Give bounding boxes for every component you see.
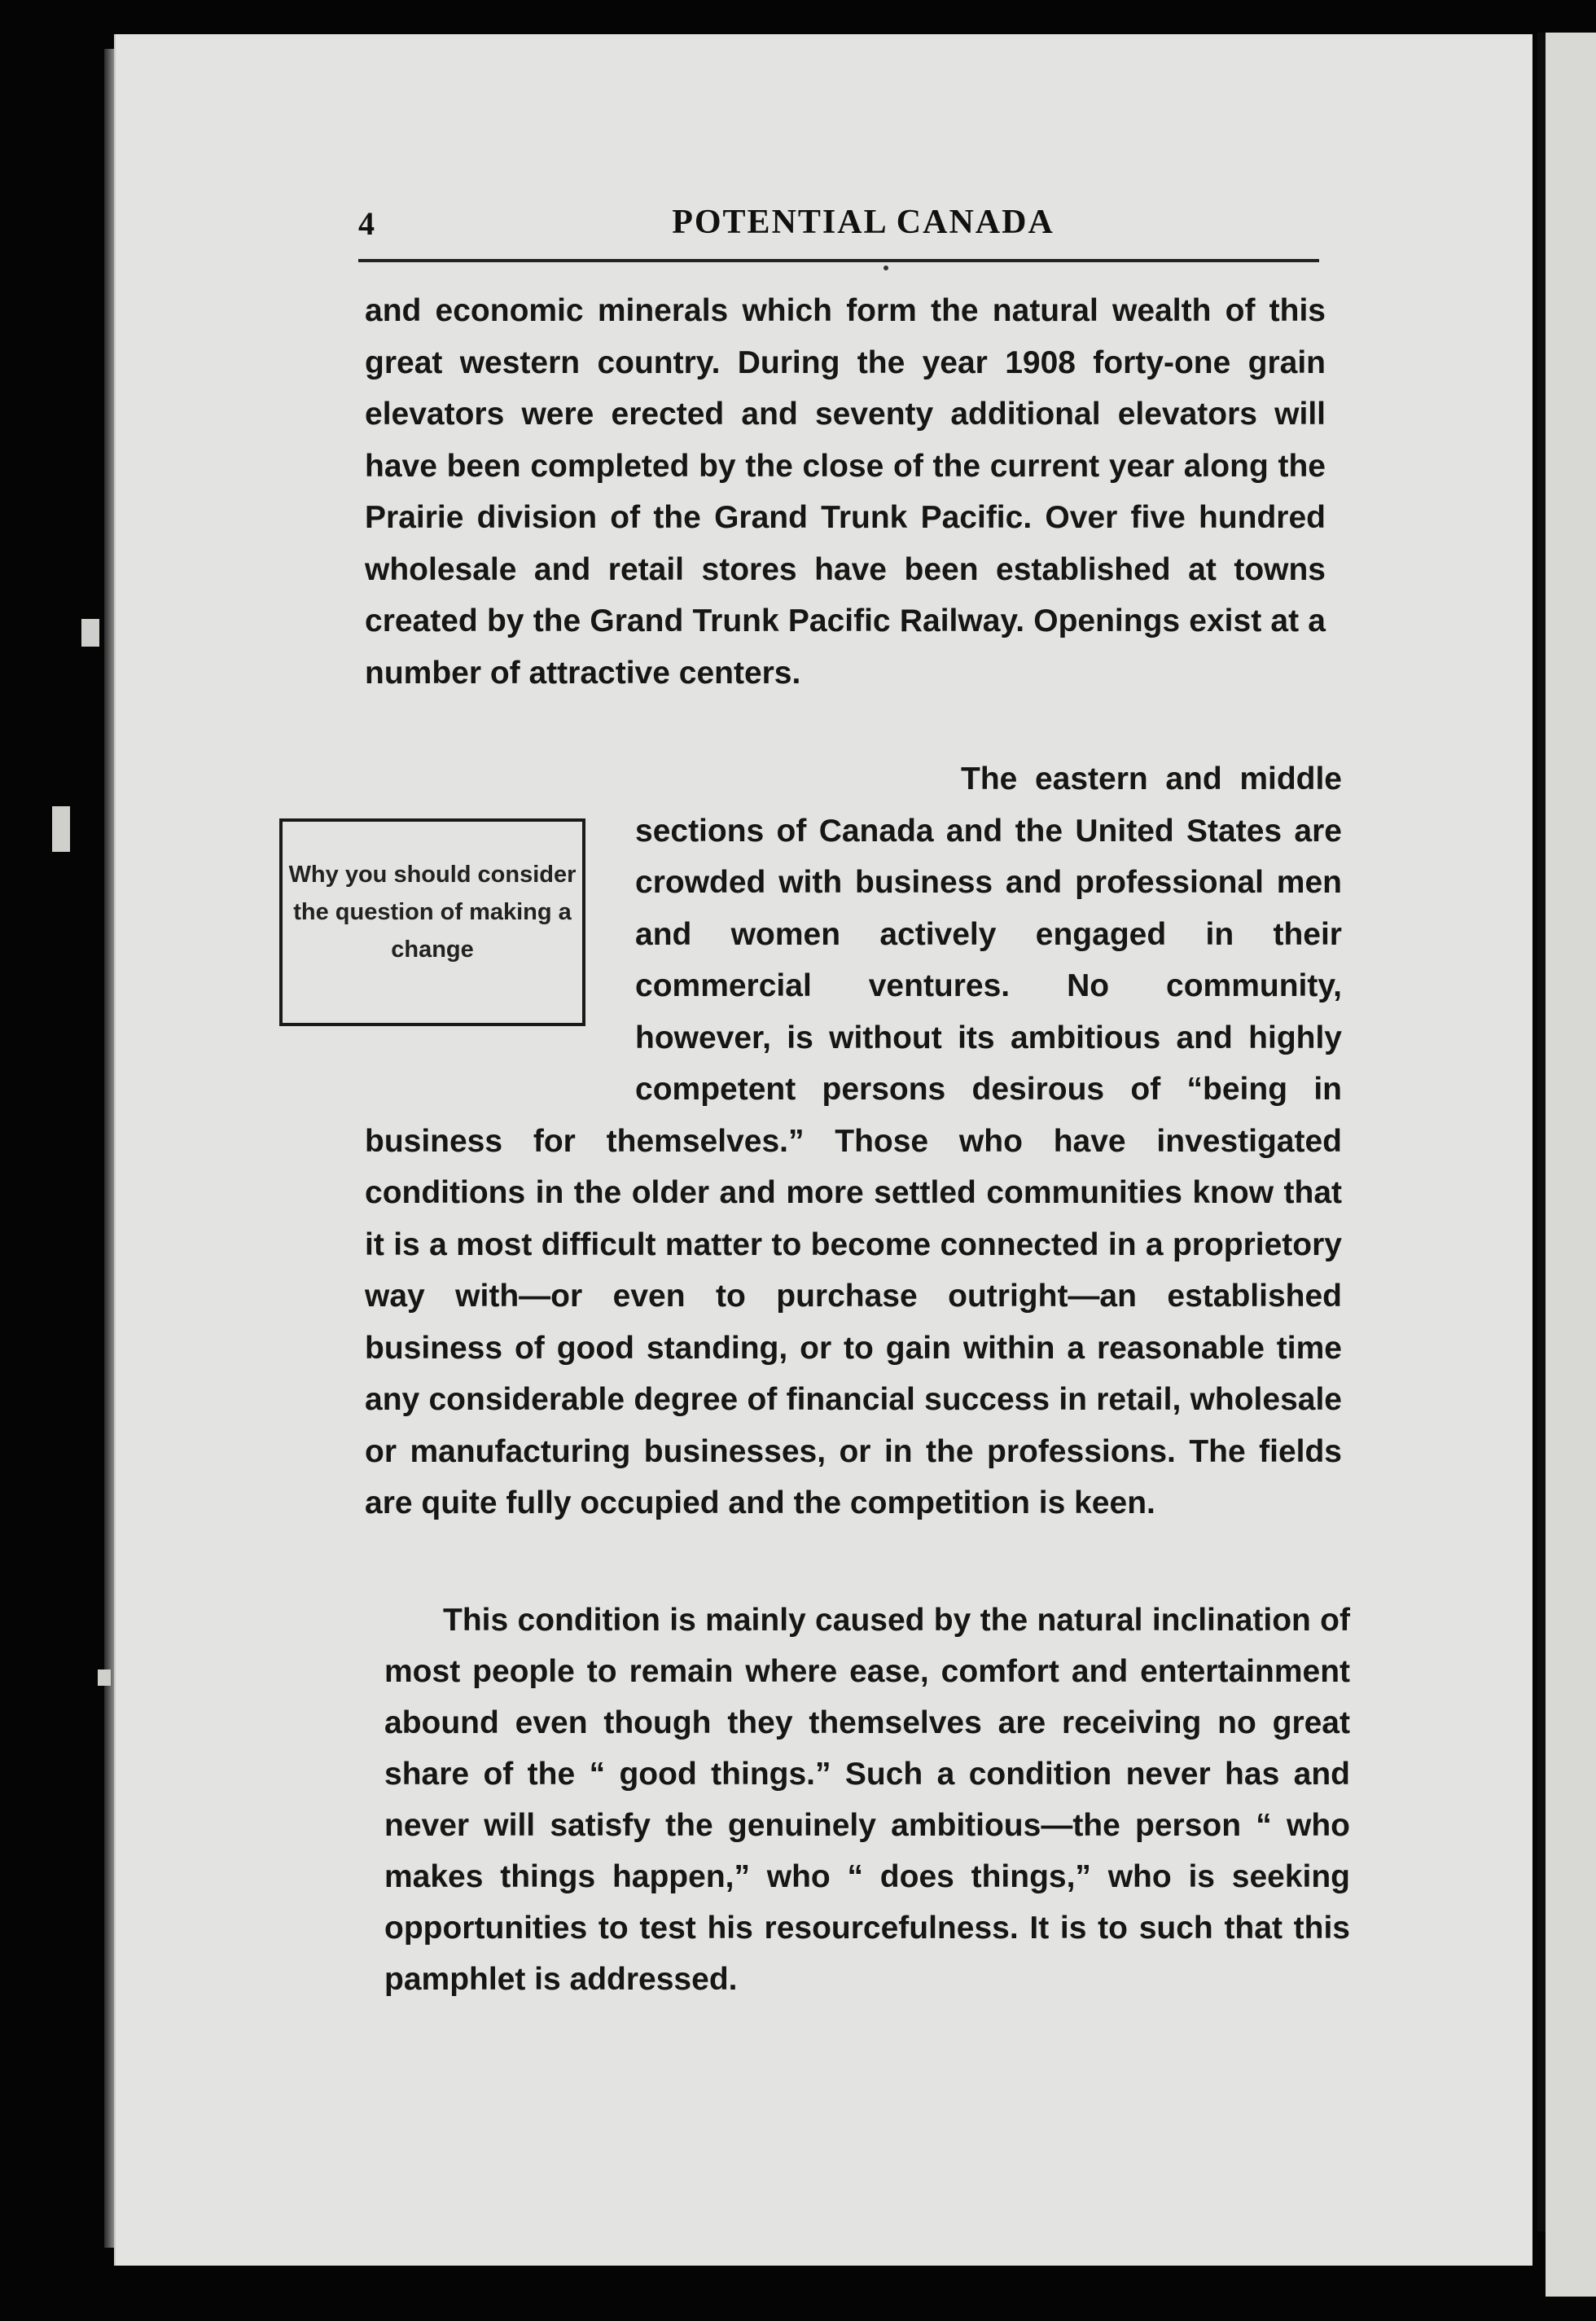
adjacent-page-edge	[1546, 33, 1596, 2297]
header-ornament	[884, 265, 888, 270]
paragraph-2: The eastern and middle sections of Canada and the United States are crowded with business and professional men and women actively engaged in their commercial ventures. No community, however, is without its ambitious and highly competent persons desirous of “being in business for themselves.” Those who have investigated conditions in the older and more settled communities know that it is a most difficult matter to become connected in a proprietory way with—or even to purchase outright—an established business of good standing, or to gain within a reasonable time any considerable degree of financial success in retail, wholesale or manufacturing businesses, or in the professions. The fields are quite fully occupied and the competition is keen.	[365, 761, 1342, 1520]
page-edge-rule	[1537, 33, 1546, 2231]
scan-speck	[52, 806, 70, 852]
running-header	[358, 200, 1319, 248]
paragraph-3: This condition is mainly caused by the natural inclination of most people to remain where ease, comfort and entertainment abound even though they themselves are receiving no great share of the “ good things.” Such a condition never has and never will satisfy the genuinely ambitious—the person “ who makes things happen,” who “ does things,” who is seeking opportunities to test his resourcefulness. It is to such that this pamphlet is addressed.	[384, 1603, 1350, 1997]
scan-speck	[98, 1669, 111, 1686]
running-title: POTENTIAL CANADA	[672, 204, 1054, 241]
header-rule	[358, 259, 1319, 262]
sidenote-text: Why you should consider the question of making a change	[288, 862, 577, 963]
paragraph-1: and economic minerals which form the natural wealth of this great western country. During the year 1908 forty-one grain elevators were erected and seventy additional elevators will have been completed by the close of the current year along the Prairie division of the Grand Trunk Pacific. Over five hundred wholesale and retail stores have been established at towns created by the Grand Trunk Pacific Railway. Openings exist at a number of attractive centers.	[365, 293, 1326, 691]
sidenote-box	[279, 818, 585, 1026]
scan-speck	[81, 619, 99, 647]
page-number: 4	[358, 205, 375, 242]
